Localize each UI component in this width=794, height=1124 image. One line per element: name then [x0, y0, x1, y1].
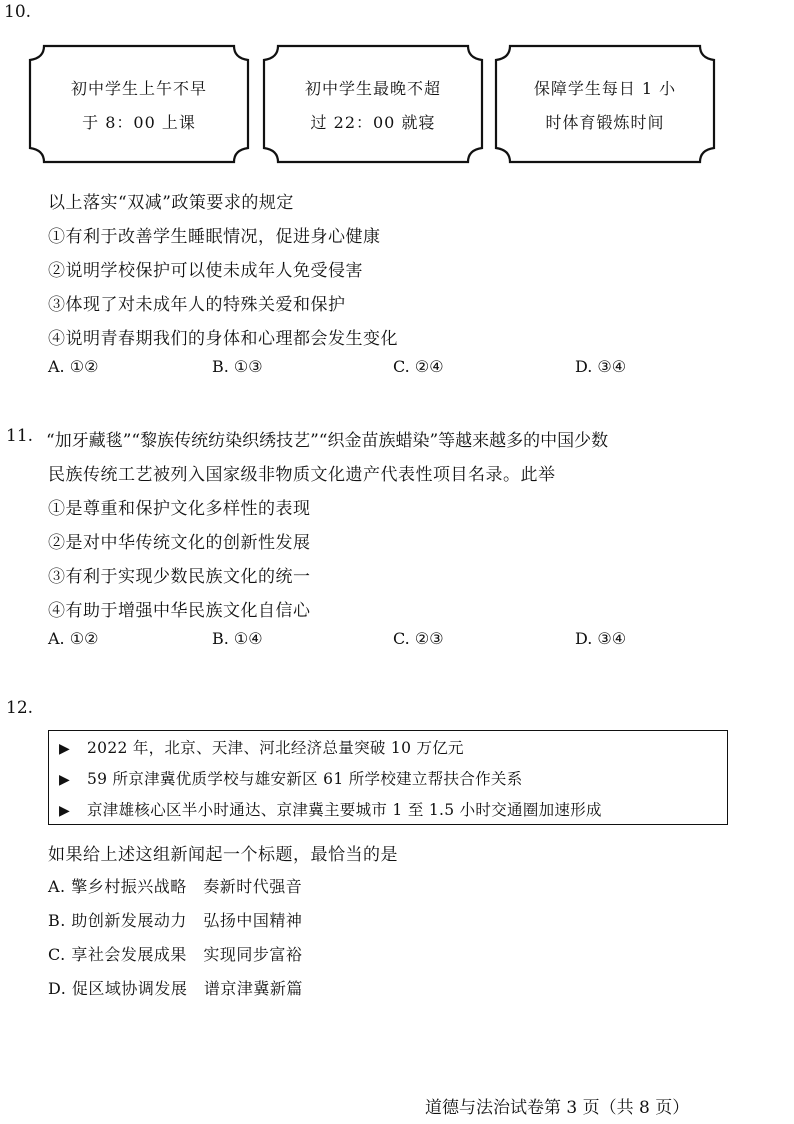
policy-card-1 — [28, 44, 250, 164]
news-item-2 — [59, 767, 523, 789]
question-11-option-b[interactable]: B. ①④ — [212, 629, 263, 648]
question-10-statement-4: ④说明青春期我们的身体和心理都会发生变化 — [48, 329, 398, 349]
news-item-1 — [59, 736, 464, 758]
question-12-option-b[interactable]: B. 助创新发展动力 弘扬中国精神 — [48, 911, 303, 930]
question-12-number: 12. — [6, 698, 34, 718]
question-12-option-d[interactable]: D. 促区域协调发展 谱京津冀新篇 — [48, 979, 303, 998]
question-11-statement-4: ④有助于增强中华民族文化自信心 — [48, 601, 311, 621]
question-12-stem: 如果给上述这组新闻起一个标题，最恰当的是 — [48, 845, 398, 865]
question-10-stem: 以上落实“双减”政策要求的规定 — [48, 193, 294, 213]
question-12-option-c[interactable]: C. 享社会发展成果 实现同步富裕 — [48, 945, 303, 964]
news-item-2-text: 59 所京津冀优质学校与雄安新区 61 所学校建立帮扶合作关系 — [87, 770, 523, 788]
policy-card-3 — [494, 44, 716, 164]
question-11-statement-2: ②是对中华传统文化的创新性发展 — [48, 533, 311, 553]
policy-card-2 — [262, 44, 484, 164]
question-10-option-a[interactable]: A. ①② — [48, 357, 99, 376]
page-footer: 道德与法治试卷第 3 页（共 8 页） — [425, 1098, 690, 1118]
news-item-3 — [59, 798, 602, 820]
card-1-line-2: 于 8：00 上课 — [82, 113, 196, 132]
question-10-option-b[interactable]: B. ①③ — [212, 357, 263, 376]
question-10-option-d[interactable]: D. ③④ — [575, 357, 627, 376]
question-11-stem-line-1: “加牙藏毯”“黎族传统纺染织绣技艺”“织金苗族蜡染”等越来越多的中国少数 — [46, 431, 609, 451]
question-11-statement-1: ①是尊重和保护文化多样性的表现 — [48, 499, 311, 519]
question-11-stem-line-2: 民族传统工艺被列入国家级非物质文化遗产代表性项目名录。此举 — [48, 465, 556, 485]
news-box — [48, 730, 728, 825]
question-10-statement-1: ①有利于改善学生睡眠情况，促进身心健康 — [48, 227, 381, 247]
bullet-arrow-icon: ▶ — [59, 741, 71, 757]
question-10-number: 10. — [4, 2, 32, 22]
question-11-number: 11. — [6, 426, 34, 446]
card-3-line-2: 时体育锻炼时间 — [545, 113, 665, 132]
question-10-statement-2: ②说明学校保护可以使未成年人免受侵害 — [48, 261, 363, 281]
bullet-arrow-icon: ▶ — [59, 772, 71, 788]
news-item-1-text: 2022 年，北京、天津、河北经济总量突破 10 万亿元 — [87, 739, 464, 757]
question-11-option-c[interactable]: C. ②③ — [393, 629, 444, 648]
question-10-option-c[interactable]: C. ②④ — [393, 357, 444, 376]
card-2-line-1: 初中学生最晚不超 — [304, 79, 441, 98]
card-2-line-2: 过 22：00 就寝 — [310, 113, 436, 132]
card-1-line-1: 初中学生上午不早 — [70, 79, 207, 98]
question-11-option-d[interactable]: D. ③④ — [575, 629, 627, 648]
question-12-option-a[interactable]: A. 擎乡村振兴战略 奏新时代强音 — [48, 877, 303, 896]
news-item-3-text: 京津雄核心区半小时通达、京津冀主要城市 1 至 1.5 小时交通圈加速形成 — [87, 801, 602, 819]
card-3-line-1: 保障学生每日 1 小 — [533, 79, 677, 98]
question-11-statement-3: ③有利于实现少数民族文化的统一 — [48, 567, 311, 587]
bullet-arrow-icon: ▶ — [59, 803, 71, 819]
question-10-statement-3: ③体现了对未成年人的特殊关爱和保护 — [48, 295, 346, 315]
question-11-option-a[interactable]: A. ①② — [48, 629, 99, 648]
